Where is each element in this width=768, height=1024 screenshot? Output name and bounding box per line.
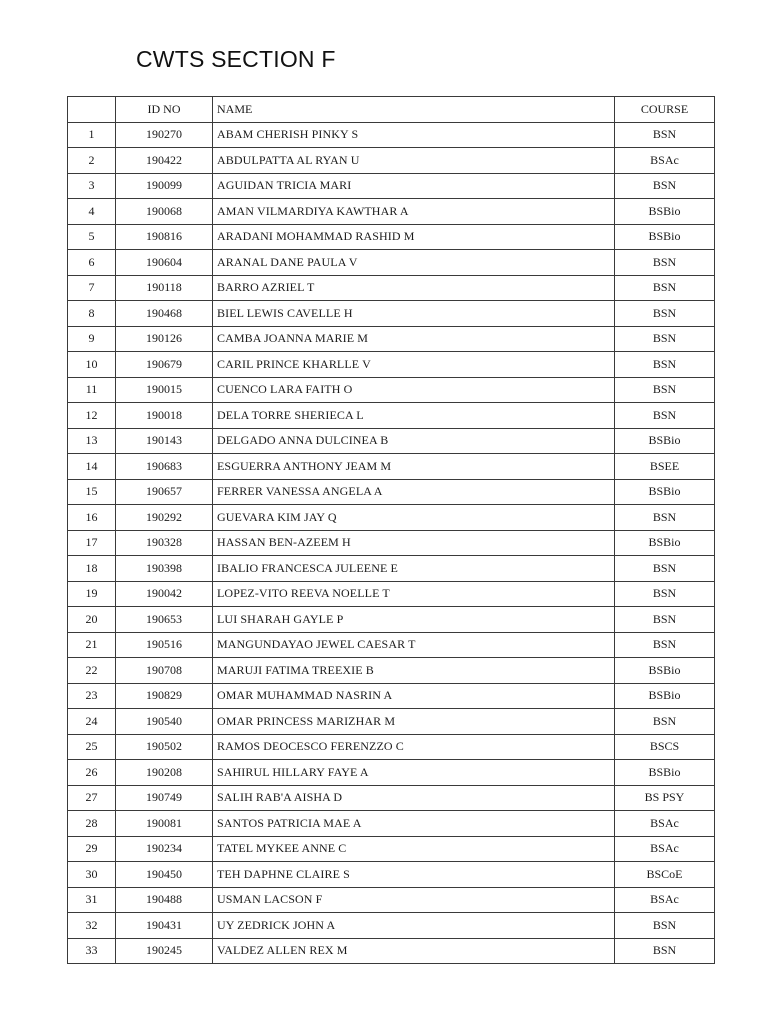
student-name: MARUJI FATIMA TREEXIE B (213, 658, 615, 684)
student-name: IBALIO FRANCESCA JULEENE E (213, 556, 615, 582)
student-course: BSN (615, 377, 715, 403)
student-course: BSBio (615, 479, 715, 505)
student-course: BSN (615, 275, 715, 301)
student-id: 190653 (116, 607, 213, 633)
row-number: 9 (68, 326, 116, 352)
row-number: 21 (68, 632, 116, 658)
table-row (68, 377, 715, 403)
student-name: SAHIRUL HILLARY FAYE A (213, 760, 615, 786)
student-name: LOPEZ-VITO REEVA NOELLE T (213, 581, 615, 607)
row-number: 25 (68, 734, 116, 760)
student-course: BSBio (615, 530, 715, 556)
student-course: BSCoE (615, 862, 715, 888)
row-number: 32 (68, 913, 116, 939)
student-name: AGUIDAN TRICIA MARI (213, 173, 615, 199)
row-number: 16 (68, 505, 116, 531)
student-id: 190018 (116, 403, 213, 429)
student-id: 190270 (116, 122, 213, 148)
row-number: 17 (68, 530, 116, 556)
column-header-number (68, 97, 116, 123)
student-id: 190292 (116, 505, 213, 531)
student-course: BSCS (615, 734, 715, 760)
student-name: BIEL LEWIS CAVELLE H (213, 301, 615, 327)
table-row (68, 173, 715, 199)
table-row (68, 326, 715, 352)
row-number: 29 (68, 836, 116, 862)
student-id: 190328 (116, 530, 213, 556)
row-number: 7 (68, 275, 116, 301)
student-id: 190245 (116, 938, 213, 964)
table-row (68, 454, 715, 480)
student-course: BSAc (615, 811, 715, 837)
student-name: FERRER VANESSA ANGELA A (213, 479, 615, 505)
student-id: 190816 (116, 224, 213, 250)
table-row (68, 122, 715, 148)
student-id: 190683 (116, 454, 213, 480)
table-row (68, 887, 715, 913)
student-name: HASSAN BEN-AZEEM H (213, 530, 615, 556)
row-number: 3 (68, 173, 116, 199)
student-course: BSBio (615, 428, 715, 454)
student-name: UY ZEDRICK JOHN A (213, 913, 615, 939)
student-id: 190679 (116, 352, 213, 378)
row-number: 15 (68, 479, 116, 505)
student-course: BSN (615, 938, 715, 964)
table-row (68, 224, 715, 250)
student-id: 190422 (116, 148, 213, 174)
student-course: BSN (615, 556, 715, 582)
table-header-row (68, 97, 715, 123)
student-name: VALDEZ ALLEN REX M (213, 938, 615, 964)
table-row (68, 556, 715, 582)
row-number: 5 (68, 224, 116, 250)
student-course: BSN (615, 403, 715, 429)
table-row (68, 785, 715, 811)
student-id: 190081 (116, 811, 213, 837)
row-number: 20 (68, 607, 116, 633)
student-id: 190431 (116, 913, 213, 939)
row-number: 14 (68, 454, 116, 480)
row-number: 4 (68, 199, 116, 225)
student-id: 190488 (116, 887, 213, 913)
student-course: BSEE (615, 454, 715, 480)
row-number: 6 (68, 250, 116, 276)
row-number: 24 (68, 709, 116, 735)
table-row (68, 530, 715, 556)
row-number: 12 (68, 403, 116, 429)
student-name: ARANAL DANE PAULA V (213, 250, 615, 276)
student-name: GUEVARA KIM JAY Q (213, 505, 615, 531)
student-id: 190829 (116, 683, 213, 709)
student-name: SANTOS PATRICIA MAE A (213, 811, 615, 837)
student-id: 190398 (116, 556, 213, 582)
student-id: 190118 (116, 275, 213, 301)
student-id: 190604 (116, 250, 213, 276)
row-number: 30 (68, 862, 116, 888)
table-row (68, 607, 715, 633)
student-course: BSN (615, 709, 715, 735)
row-number: 31 (68, 887, 116, 913)
student-id: 190708 (116, 658, 213, 684)
student-name: ESGUERRA ANTHONY JEAM M (213, 454, 615, 480)
table-row (68, 250, 715, 276)
student-id: 190540 (116, 709, 213, 735)
student-id: 190657 (116, 479, 213, 505)
student-id: 190208 (116, 760, 213, 786)
table-row (68, 581, 715, 607)
student-id: 190516 (116, 632, 213, 658)
row-number: 23 (68, 683, 116, 709)
row-number: 19 (68, 581, 116, 607)
student-course: BSN (615, 122, 715, 148)
page-title: CWTS SECTION F (136, 46, 336, 72)
table-row (68, 683, 715, 709)
table-row (68, 632, 715, 658)
student-id: 190042 (116, 581, 213, 607)
table-body (68, 122, 715, 964)
student-course: BSN (615, 913, 715, 939)
row-number: 1 (68, 122, 116, 148)
student-id: 190468 (116, 301, 213, 327)
row-number: 33 (68, 938, 116, 964)
student-roster-table (67, 96, 715, 964)
row-number: 2 (68, 148, 116, 174)
student-course: BSN (615, 250, 715, 276)
table-row (68, 428, 715, 454)
student-name: TEH DAPHNE CLAIRE S (213, 862, 615, 888)
row-number: 10 (68, 352, 116, 378)
student-course: BSN (615, 607, 715, 633)
student-name: LUI SHARAH GAYLE P (213, 607, 615, 633)
student-name: RAMOS DEOCESCO FERENZZO C (213, 734, 615, 760)
table-row (68, 836, 715, 862)
table-row (68, 352, 715, 378)
student-name: MANGUNDAYAO JEWEL CAESAR T (213, 632, 615, 658)
student-name: DELGADO ANNA DULCINEA B (213, 428, 615, 454)
student-course: BSBio (615, 199, 715, 225)
student-name: CARIL PRINCE KHARLLE V (213, 352, 615, 378)
table-row (68, 658, 715, 684)
column-header-name: NAME (213, 97, 615, 123)
student-name: AMAN VILMARDIYA KAWTHAR A (213, 199, 615, 225)
row-number: 28 (68, 811, 116, 837)
student-course: BSN (615, 352, 715, 378)
table-row (68, 862, 715, 888)
student-name: OMAR MUHAMMAD NASRIN A (213, 683, 615, 709)
table-row (68, 760, 715, 786)
student-name: ABDULPATTA AL RYAN U (213, 148, 615, 174)
student-id: 190749 (116, 785, 213, 811)
student-id: 190015 (116, 377, 213, 403)
student-name: USMAN LACSON F (213, 887, 615, 913)
student-course: BSN (615, 301, 715, 327)
student-course: BSAc (615, 836, 715, 862)
student-id: 190126 (116, 326, 213, 352)
row-number: 18 (68, 556, 116, 582)
table-row (68, 734, 715, 760)
student-course: BSBio (615, 683, 715, 709)
student-name: ARADANI MOHAMMAD RASHID M (213, 224, 615, 250)
column-header-course: COURSE (615, 97, 715, 123)
student-name: CAMBA JOANNA MARIE M (213, 326, 615, 352)
table-row (68, 199, 715, 225)
student-name: OMAR PRINCESS MARIZHAR M (213, 709, 615, 735)
table-row (68, 275, 715, 301)
student-name: TATEL MYKEE ANNE C (213, 836, 615, 862)
table-row (68, 709, 715, 735)
table-row (68, 938, 715, 964)
student-name: SALIH RAB'A AISHA D (213, 785, 615, 811)
student-id: 190099 (116, 173, 213, 199)
student-course: BS PSY (615, 785, 715, 811)
student-course: BSN (615, 505, 715, 531)
column-header-id: ID NO (116, 97, 213, 123)
row-number: 27 (68, 785, 116, 811)
student-course: BSN (615, 581, 715, 607)
student-name: DELA TORRE SHERIECA L (213, 403, 615, 429)
student-id: 190234 (116, 836, 213, 862)
student-course: BSN (615, 173, 715, 199)
student-course: BSN (615, 632, 715, 658)
student-id: 190143 (116, 428, 213, 454)
student-course: BSAc (615, 148, 715, 174)
table-row (68, 479, 715, 505)
student-name: BARRO AZRIEL T (213, 275, 615, 301)
student-course: BSAc (615, 887, 715, 913)
student-course: BSN (615, 326, 715, 352)
student-id: 190068 (116, 199, 213, 225)
row-number: 26 (68, 760, 116, 786)
table-row (68, 811, 715, 837)
row-number: 13 (68, 428, 116, 454)
table-row (68, 913, 715, 939)
row-number: 22 (68, 658, 116, 684)
row-number: 8 (68, 301, 116, 327)
student-name: ABAM CHERISH PINKY S (213, 122, 615, 148)
student-course: BSBio (615, 224, 715, 250)
student-name: CUENCO LARA FAITH O (213, 377, 615, 403)
table-row (68, 301, 715, 327)
row-number: 11 (68, 377, 116, 403)
student-id: 190502 (116, 734, 213, 760)
student-course: BSBio (615, 658, 715, 684)
table-row (68, 403, 715, 429)
table-row (68, 148, 715, 174)
student-id: 190450 (116, 862, 213, 888)
table-row (68, 505, 715, 531)
student-course: BSBio (615, 760, 715, 786)
